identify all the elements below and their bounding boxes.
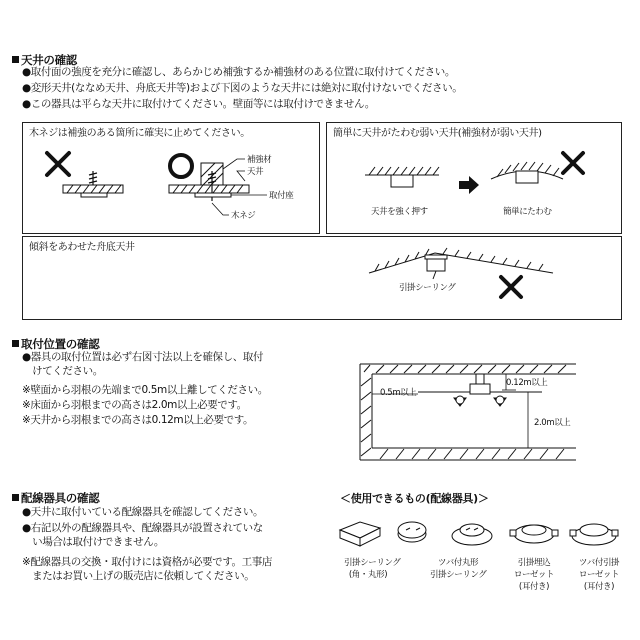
- section-heading-wiring: 配線器具の確認: [12, 490, 99, 506]
- fitting-label-square: 引掛シーリング (角・丸形): [344, 558, 401, 580]
- panel-caption: 簡単に天井がたわむ弱い天井(補強材が弱い天井): [333, 128, 542, 139]
- ceiling-board-right: [169, 185, 249, 193]
- flanged-rosette-icon: [570, 524, 618, 545]
- label-reinforcement: 補強材: [247, 155, 272, 165]
- bullet-text: ●取付面の強度を充分に確認し、あらかじめ補強するか補強材のある位置に取付けてください。: [22, 66, 455, 78]
- fitting-label-flanged-round: ツバ付丸形 引掛シーリング: [430, 558, 487, 580]
- flat-ceiling: [365, 167, 439, 187]
- note-text: ※床面から羽根までの高さは2.0m以上必要です。: [22, 399, 247, 411]
- slanted-ceiling-diagram: [23, 237, 623, 321]
- square-bullet-icon: [12, 494, 19, 501]
- panel-weak-ceiling: [326, 122, 622, 234]
- panel-slanted-ceiling: [22, 236, 622, 320]
- panel-caption: 傾斜をあわせた舟底天井: [29, 242, 135, 253]
- section-heading-position: 取付位置の確認: [12, 336, 99, 352]
- bullet-text: ●天井に取付いている配線器具を確認してください。: [22, 506, 264, 518]
- fitting-label-recessed-rosette: 引掛埋込 ローゼット (耳付き): [513, 558, 555, 592]
- gable-ceiling: [369, 248, 553, 279]
- round-ceiling-fitting-icon: [398, 522, 426, 542]
- label-bends-easily: 簡単にたわむ: [503, 207, 552, 217]
- arrow-right-icon: [459, 176, 479, 194]
- section-heading-ceiling: 天井の確認: [12, 52, 77, 68]
- panel-caption: 木ネジは補強のある箇所に確実に止めてください。: [29, 128, 250, 139]
- note-text: ※配線器具の交換・取付けには資格が必要です。工事店: [22, 556, 272, 568]
- note-text: またはお買い上げの販売店に依頼してください。: [22, 570, 255, 582]
- bullet-text: ●変形天井(ななめ天井、舟底天井等)および下図のような天井には絶対に取付けないでください。: [22, 82, 463, 94]
- bullet-text: けてください。: [22, 365, 103, 377]
- square-ceiling-fitting-icon: [340, 522, 380, 546]
- o-mark-icon: [170, 155, 192, 177]
- bullet-text: ●右記以外の配線器具や、配線器具が設置されていな: [22, 522, 263, 534]
- note-text: ※壁面から羽根の先端まで0.5m以上離してください。: [22, 384, 268, 396]
- label-push-ceiling: 天井を強く押す: [371, 207, 428, 217]
- weak-ceiling-diagram: [327, 123, 623, 235]
- label-ceiling: 天井: [247, 167, 264, 177]
- bullet-text: い場合は取付けできません。: [22, 536, 165, 548]
- x-mark-icon: [47, 153, 69, 175]
- flanged-round-ceiling-fitting-icon: [452, 524, 492, 545]
- panel-wood-screw: [22, 122, 320, 234]
- label-ceiling-distance: 0.12m以上: [506, 378, 548, 388]
- note-text: ※天井から羽根までの高さは0.12m以上必要です。: [22, 414, 254, 426]
- label-ceiling-fitting: 引掛シーリング: [399, 283, 456, 293]
- wood-screw-icon: [89, 171, 97, 185]
- square-bullet-icon: [12, 340, 19, 347]
- label-wood-screw: 木ネジ: [231, 211, 256, 221]
- recessed-rosette-icon: [510, 525, 558, 543]
- wiring-fittings-icons: [336, 512, 626, 552]
- wood-screw-diagram: [23, 123, 321, 235]
- label-floor-distance: 2.0m以上: [534, 418, 571, 428]
- bullet-text: ●器具の取付位置は必ず右図寸法以上を確保し、取付: [22, 351, 264, 363]
- ceiling-board-wrong: [63, 185, 123, 193]
- bent-ceiling: [491, 162, 563, 183]
- x-mark-icon: [501, 277, 521, 297]
- x-mark-icon: [563, 153, 583, 173]
- usable-fittings-title: ＜使用できるもの(配線器具)＞: [340, 492, 489, 505]
- square-bullet-icon: [12, 56, 19, 63]
- bullet-text: ●この器具は平らな天井に取付けてください。壁面等には取付けできません。: [22, 98, 375, 110]
- clearance-diagram: [356, 356, 626, 466]
- fitting-label-flanged-rosette: ツバ付引掛 ローゼット (耳付き): [578, 558, 620, 592]
- label-mount-base: 取付座: [269, 191, 294, 201]
- label-wall-distance: 0.5m以上: [380, 388, 417, 398]
